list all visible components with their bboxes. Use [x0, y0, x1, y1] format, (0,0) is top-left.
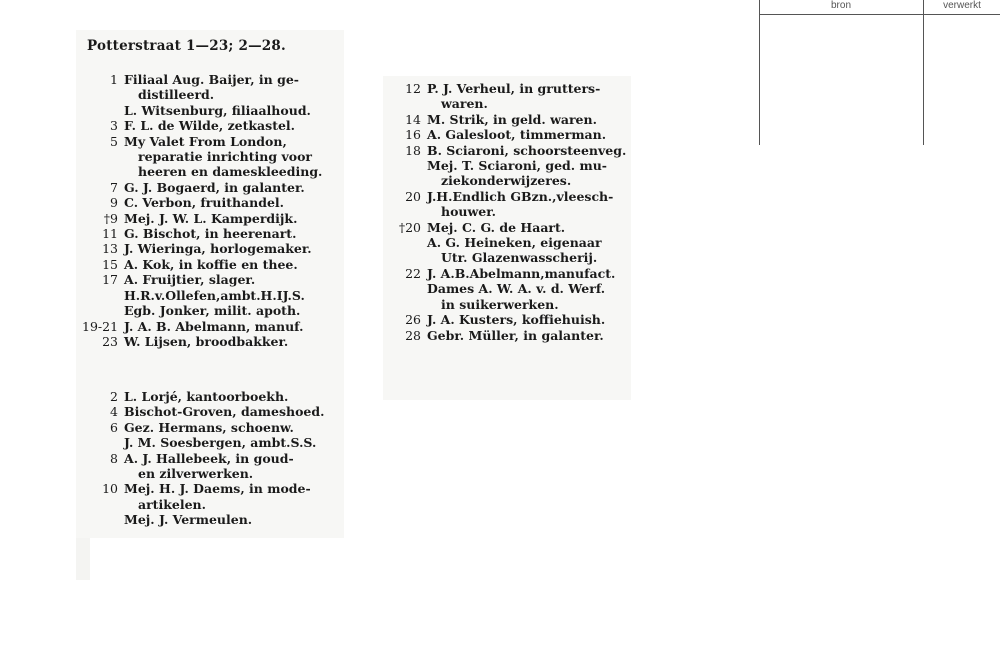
directory-entry [389, 81, 631, 112]
entry-line: J. Wieringa, horlogemaker. [124, 241, 312, 257]
entry-line: distilleerd. [138, 87, 215, 103]
resident-text [124, 512, 344, 527]
directory-entry [82, 435, 344, 450]
entry-line: H.R.v.Ollefen,ambt.H.IJ.S. [124, 287, 305, 303]
entry-line: Dames A. W. A. v. d. Werf. [427, 281, 606, 297]
entry-line: heeren en dameskleeding. [138, 164, 323, 180]
entry-line: A. J. Hallebeek, in goud- [124, 450, 294, 466]
directory-entry [82, 272, 344, 287]
resident-text [124, 420, 344, 435]
entry-line: C. Verbon, fruithandel. [124, 195, 285, 211]
house-number: 13 [102, 241, 118, 257]
resident-text [124, 118, 344, 133]
entry-line: Egb. Jonker, milit. apoth. [124, 303, 301, 319]
resident-text [124, 404, 344, 419]
directory-entry [82, 241, 344, 256]
entry-line: Gez. Hermans, schoenw. [124, 419, 294, 435]
entry-line: ziekonderwijzeres. [441, 173, 572, 189]
house-number: 15 [102, 256, 118, 272]
resident-text [124, 211, 344, 226]
house-number: 1 [110, 72, 118, 87]
directory-entry [82, 512, 344, 527]
directory-entry [82, 334, 344, 349]
resident-text [124, 435, 344, 450]
table-border-middle [923, 0, 924, 145]
directory-entry [389, 266, 631, 281]
directory-entry [389, 143, 631, 158]
entry-line: Mej. J. W. L. Kamperdijk. [124, 210, 298, 226]
resident-text [124, 303, 344, 318]
resident-text [427, 127, 631, 142]
resident-text [124, 195, 344, 210]
entry-line: houwer. [441, 204, 497, 220]
house-number [389, 158, 427, 189]
resident-text [427, 81, 631, 112]
resident-text [124, 389, 344, 404]
directory-entry [389, 220, 631, 235]
directory-entry [389, 312, 631, 327]
resident-text [427, 266, 631, 281]
house-number [389, 281, 427, 312]
house-number: 9 [110, 195, 118, 211]
house-number: 6 [110, 419, 118, 435]
directory-entry [82, 404, 344, 419]
house-number [82, 435, 124, 450]
resident-text [124, 334, 344, 349]
resident-text [427, 189, 631, 220]
house-number: 16 [405, 127, 421, 143]
directory-entry [389, 189, 631, 220]
entry-line: M. Strik, in geld. waren. [427, 111, 597, 127]
directory-entry [82, 451, 344, 482]
house-number: 28 [405, 327, 421, 343]
house-number: 4 [110, 404, 118, 420]
entry-line: J. A. Kusters, koffiehuish. [427, 312, 606, 328]
entry-line: My Valet From London, [124, 133, 287, 149]
house-number [82, 512, 124, 527]
resident-text [124, 226, 344, 241]
house-number: 20 [405, 188, 421, 204]
entry-line: Utr. Glazenwasscherij. [441, 250, 598, 266]
directory-entry [389, 281, 631, 312]
entry-line: A. Galesloot, timmerman. [427, 127, 607, 143]
directory-entry [82, 303, 344, 318]
table-header-rule [759, 14, 1000, 15]
entry-line: L. Witsenburg, filiaalhoud. [124, 102, 311, 118]
resident-text [427, 235, 631, 266]
clipping-edge-strip [76, 538, 90, 580]
directory-list-right [389, 81, 631, 343]
house-number: 3 [110, 118, 118, 134]
directory-entry [389, 127, 631, 142]
entry-line: Mej. J. Vermeulen. [124, 512, 253, 528]
directory-entry [82, 226, 344, 241]
directory-entry [82, 195, 344, 210]
house-number: †9 [103, 210, 118, 226]
resident-text [124, 288, 344, 303]
entry-line: J. M. Soesbergen, ambt.S.S. [124, 435, 317, 451]
entry-line: W. Lijsen, broodbakker. [124, 333, 289, 349]
directory-entry [389, 235, 631, 266]
entry-line: F. L. de Wilde, zetkastel. [124, 118, 296, 134]
entry-line: reparatie inrichting voor [138, 149, 312, 165]
house-number: 2 [110, 389, 118, 404]
directory-entry [82, 72, 344, 103]
resident-text [124, 241, 344, 256]
entry-line: J. A.B.Abelmann,manufact. [427, 265, 616, 281]
entry-line: Filiaal Aug. Baijer, in ge- [124, 72, 299, 87]
house-number [82, 103, 124, 118]
table-border-left [759, 0, 760, 145]
house-number: 5 [110, 133, 118, 149]
directory-entry [82, 389, 344, 404]
directory-entry [82, 257, 344, 272]
house-number [82, 303, 124, 318]
house-number: 7 [110, 179, 118, 195]
house-number: 14 [405, 111, 421, 127]
entry-line: J.H.Endlich GBzn.,vleesch- [427, 188, 614, 204]
house-number [82, 288, 124, 303]
resident-text [124, 272, 344, 287]
entry-line: A. G. Heineken, eigenaar [427, 235, 602, 251]
directory-entry [389, 158, 631, 189]
house-number: 22 [405, 265, 421, 281]
directory-entry [389, 328, 631, 343]
resident-text [124, 103, 344, 118]
resident-text [124, 481, 344, 512]
resident-text [427, 220, 631, 235]
directory-entry [82, 420, 344, 435]
house-number: 10 [102, 481, 118, 497]
house-number: 8 [110, 450, 118, 466]
resident-text [427, 328, 631, 343]
street-heading: Potterstraat 1—23; 2—28. [87, 38, 286, 54]
resident-text [427, 312, 631, 327]
entry-line: Mej. T. Sciaroni, ged. mu- [427, 158, 607, 174]
resident-text [427, 143, 631, 158]
directory-entry [82, 288, 344, 303]
house-number: 12 [405, 81, 421, 96]
entry-line: Mej. H. J. Daems, in mode- [124, 481, 311, 497]
house-number [389, 235, 427, 266]
entry-line: en zilverwerken. [138, 466, 254, 482]
entry-line: Gebr. Müller, in galanter. [427, 327, 604, 343]
resident-text [427, 158, 631, 189]
directory-entry [82, 134, 344, 180]
directory-entry [82, 118, 344, 133]
directory-entry [82, 319, 344, 334]
header-bron: bron [830, 0, 851, 11]
entry-line: waren. [441, 96, 488, 112]
house-number: 17 [102, 272, 118, 288]
house-number: 18 [405, 142, 421, 158]
house-number: 23 [102, 333, 118, 349]
resident-text [124, 72, 344, 103]
entry-line: L. Lorjé, kantoorboekh. [124, 389, 289, 404]
entry-line: in suikerwerken. [441, 296, 559, 312]
resident-text [124, 257, 344, 272]
directory-entry [82, 180, 344, 195]
house-number: 26 [405, 312, 421, 328]
resident-text [427, 281, 631, 312]
header-verwerkt: verwerkt [943, 0, 981, 11]
entry-line: A. Kok, in koffie en thee. [124, 256, 298, 272]
entry-line: artikelen. [138, 496, 206, 512]
directory-list-even [82, 389, 344, 528]
house-number: †20 [398, 219, 421, 235]
resident-text [124, 134, 344, 180]
resident-text [124, 180, 344, 195]
entry-line: Bischot-Groven, dameshoed. [124, 404, 325, 420]
directory-entry [82, 481, 344, 512]
entry-line: A. Fruijtier, slager. [124, 272, 256, 288]
directory-entry [389, 112, 631, 127]
entry-line: Mej. C. G. de Haart. [427, 219, 566, 235]
directory-entry [82, 211, 344, 226]
house-number: 19-21 [82, 318, 119, 334]
entry-line: J. A. B. Abelmann, manuf. [124, 318, 304, 334]
entry-line: G. Bischot, in heerenart. [124, 226, 297, 242]
directory-entry [82, 103, 344, 118]
resident-text [124, 319, 344, 334]
resident-text [427, 112, 631, 127]
source-processed-table [759, 0, 1000, 145]
entry-line: P. J. Verheul, in grutters- [427, 81, 601, 96]
directory-list-odd [82, 72, 344, 349]
resident-text [124, 451, 344, 482]
entry-line: B. Sciaroni, schoorsteenveg. [427, 142, 627, 158]
entry-line: G. J. Bogaerd, in galanter. [124, 179, 305, 195]
house-number: 11 [102, 226, 118, 242]
